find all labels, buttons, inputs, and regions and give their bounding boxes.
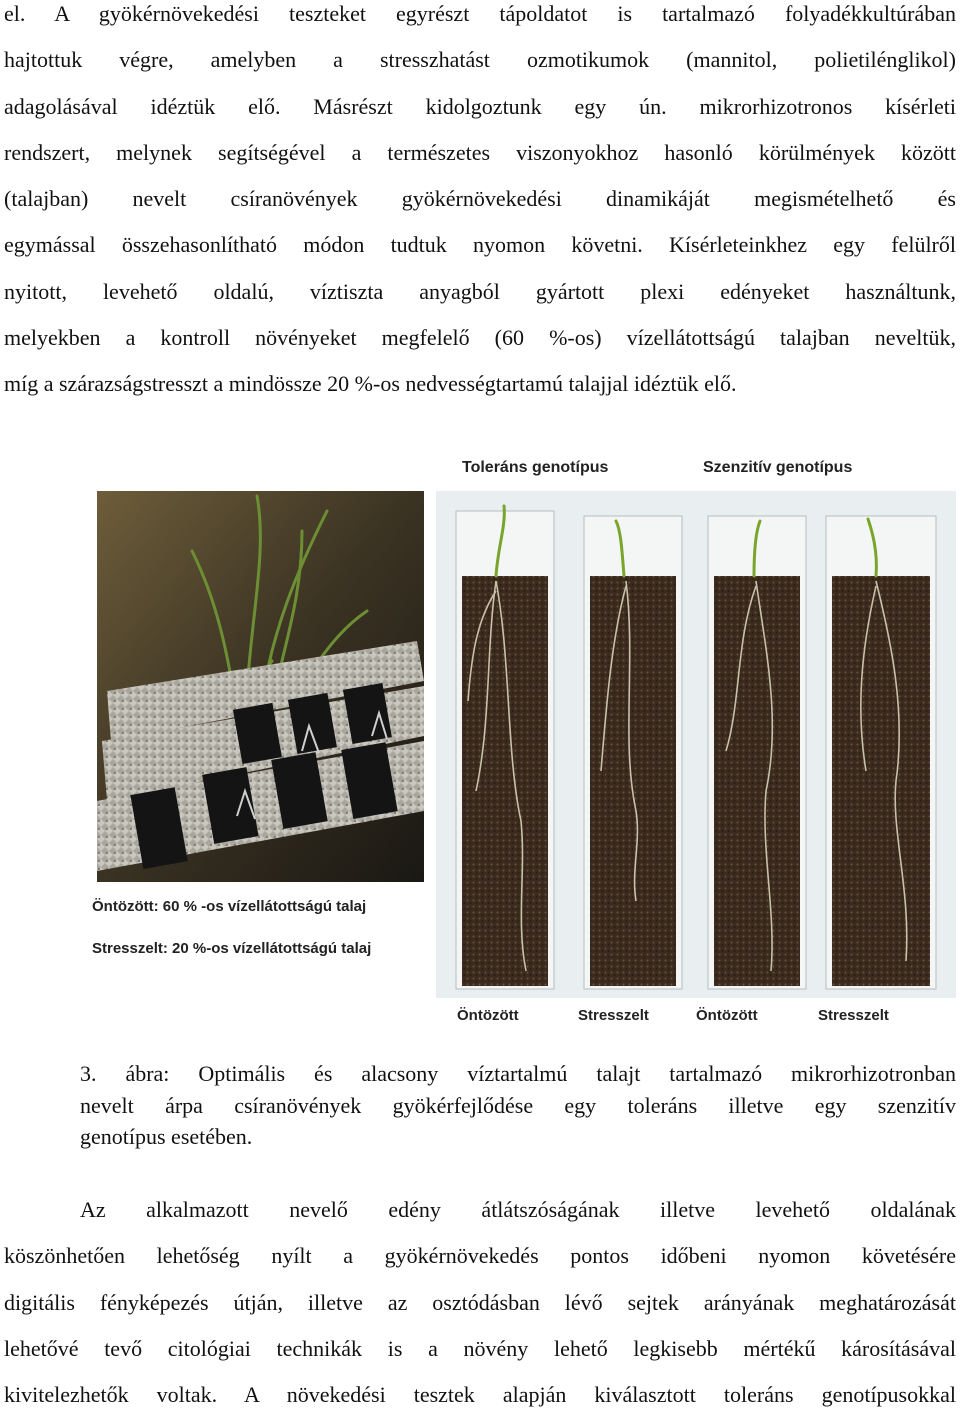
column-label-1: Öntözött	[457, 1007, 519, 1024]
column-label-4: Stresszelt	[818, 1007, 889, 1024]
text-line: melyekben a kontroll növényeket megfelelő (60 %-os) vízellátottságú talajban neveltük,	[4, 325, 956, 351]
caption-line: 3. ábra: Optimális és alacsony víztartalmú talajt tartalmazó mikrorhizotronban	[80, 1061, 956, 1086]
figure-caption	[80, 1058, 956, 1153]
text-line: Az alkalmazott nevelő edény átlátszóságának illetve levehető oldalának	[80, 1197, 956, 1222]
text-line: el. A gyökérnövekedési teszteket egyrészt tápoldatot is tartalmazó folyadékkultúrában	[4, 1, 956, 26]
text-line: nyitott, levehető oldalú, víztiszta anyagból gyártott plexi edényeket használtunk,	[4, 278, 956, 304]
column-label-3: Öntözött	[696, 1007, 758, 1024]
column-label-2: Stresszelt	[578, 1007, 649, 1024]
body-paragraph-2	[4, 1187, 956, 1418]
right-photo-root-tubes	[436, 491, 956, 998]
label-stressed: Stresszelt: 20 %-os vízellátottságú talaj	[92, 940, 372, 957]
text-line: rendszert, melynek segítségével a természetes viszonyokhoz hasonló körülmények között	[4, 139, 956, 165]
text-line: digitális fényképezés útján, illetve az osztódásban lévő sejtek arányának meghatározását	[4, 1289, 956, 1315]
text-line: hajtottuk végre, amelyben a stresszhatást ozmotikumok (mannitol, polietilénglikol)	[4, 47, 956, 73]
text-line: (talajban) nevelt csíranövények gyökérnövekedési dinamikáját megismételhető és	[4, 186, 956, 212]
body-paragraph-1	[4, 0, 956, 408]
text-line: köszönhetően lehetőség nyílt a gyökérnövekedés pontos időbeni nyomon követésére	[4, 1243, 956, 1269]
caption-line: genotípus esetében.	[80, 1124, 253, 1149]
left-photo-plants	[97, 491, 424, 882]
text-line: míg a szárazságstresszt a mindössze 20 %-os nedvességtartamú talajjal idéztük elő.	[4, 371, 737, 397]
text-line: adagolásával idéztük elő. Másrészt kidolgoztunk egy ún. mikrorhizotronos kísérleti	[4, 93, 956, 119]
header-sensitive: Szenzitív genotípus	[703, 459, 853, 476]
text-line: lehetővé tevő citológiai technikák is a növény lehető legkisebb mértékű károsításával	[4, 1335, 956, 1361]
header-tolerant: Toleráns genotípus	[462, 459, 609, 476]
caption-line: nevelt árpa csíranövények gyökérfejlődése egy toleráns illetve egy szenzitív	[80, 1092, 956, 1118]
text-line: kivitelezhetők voltak. A növekedési tesztek alapján kiválasztott toleráns genotípusokkal	[4, 1382, 956, 1408]
text-line: egymással összehasonlítható módon tudtuk nyomon követni. Kísérleteinkhez egy felülről	[4, 232, 956, 258]
label-watered: Öntözött: 60 % -os vízellátottságú talaj	[92, 898, 367, 915]
